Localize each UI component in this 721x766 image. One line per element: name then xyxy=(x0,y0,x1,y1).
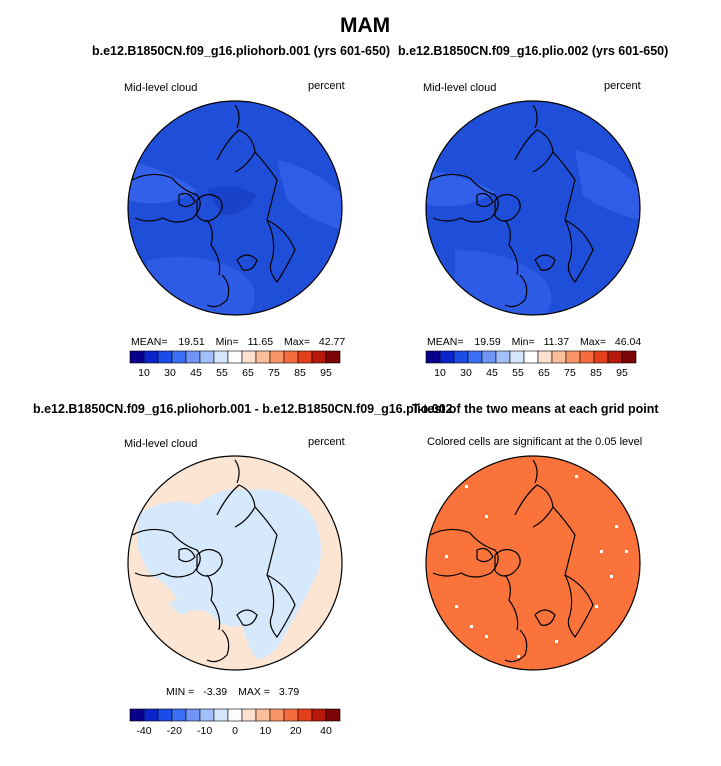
colorbar-swatch xyxy=(186,709,200,721)
colorbar-tick-label: 95 xyxy=(320,367,332,379)
colorbar-3 xyxy=(129,708,341,738)
colorbar-swatch xyxy=(228,709,242,721)
panel-1-max-label: Max= xyxy=(284,336,310,348)
colorbar-swatch xyxy=(580,351,594,363)
panel-1-title: b.e12.B1850CN.f09_g16.pliohorb.001 (yrs 601-650) xyxy=(92,44,391,58)
colorbar-swatch xyxy=(510,351,524,363)
panel-2-stats xyxy=(427,336,641,348)
colorbar-swatch xyxy=(256,709,270,721)
colorbar-tick-label: 45 xyxy=(486,367,498,379)
colorbar-swatch xyxy=(524,351,538,363)
panel-4-subtitle: Colored cells are significant at the 0.05 level xyxy=(427,436,643,448)
panel-2-variable-label: Mid-level cloud xyxy=(423,82,497,94)
colorbar-tick-label: 55 xyxy=(512,367,524,379)
colorbar-swatch xyxy=(326,709,340,721)
colorbar-tick-label: -20 xyxy=(166,725,182,737)
panel-1-min-value: 11.65 xyxy=(247,336,274,348)
panel-1-polar-map xyxy=(127,100,343,316)
colorbar-tick-label: -10 xyxy=(197,725,213,737)
panel-2-max-value: 46.04 xyxy=(614,336,642,348)
panel-2-mean-value: 19.59 xyxy=(474,336,501,348)
panel-1-variable-label: Mid-level cloud xyxy=(124,82,198,94)
colorbar-swatch xyxy=(284,709,298,721)
colorbar-tick-label: 30 xyxy=(460,367,472,379)
panel-3-stats xyxy=(166,686,299,698)
colorbar-tick-label: 65 xyxy=(538,367,550,379)
colorbar-tick-label: 20 xyxy=(289,725,302,737)
panel-1-stats xyxy=(131,336,345,348)
colorbar-swatch xyxy=(270,351,284,363)
colorbar-swatch xyxy=(538,351,552,363)
colorbar-swatch xyxy=(256,351,270,363)
colorbar-swatch xyxy=(144,709,158,721)
colorbar-tick-label: 75 xyxy=(564,367,576,379)
panel-3-min-value: -3.39 xyxy=(203,686,228,698)
panel-2-units-label: percent xyxy=(604,80,641,92)
panel-3-polar-map xyxy=(127,455,343,671)
colorbar-swatch xyxy=(608,351,622,363)
colorbar-tick-label: 85 xyxy=(590,367,602,379)
colorbar-swatch xyxy=(130,709,144,721)
colorbar-swatch xyxy=(200,351,214,363)
colorbar-swatch xyxy=(298,709,312,721)
colorbar-1 xyxy=(129,350,341,380)
colorbar-swatch xyxy=(172,709,186,721)
panel-4-polar-map xyxy=(425,455,641,671)
panel-3-min-label: MIN = xyxy=(166,686,195,698)
colorbar-swatch xyxy=(214,351,228,363)
colorbar-tick-label: 30 xyxy=(164,367,176,379)
panel-3-units-label: percent xyxy=(308,436,345,448)
colorbar-tick-label: 40 xyxy=(320,725,332,737)
panel-2-mean-label: MEAN= xyxy=(427,336,464,348)
colorbar-swatch xyxy=(298,351,312,363)
colorbar-swatch xyxy=(214,709,228,721)
colorbar-swatch xyxy=(496,351,510,363)
colorbar-swatch xyxy=(130,351,144,363)
panel-2-polar-map xyxy=(425,100,641,316)
colorbar-2 xyxy=(425,350,637,380)
colorbar-tick-label: 45 xyxy=(190,367,202,379)
colorbar-tick-label: 95 xyxy=(616,367,628,379)
colorbar-swatch xyxy=(242,351,256,363)
panel-1-mean-label: MEAN= xyxy=(131,336,168,348)
colorbar-tick-label: 0 xyxy=(232,725,238,737)
colorbar-tick-label: -40 xyxy=(136,725,152,737)
panel-3-max-value: 3.79 xyxy=(278,686,300,698)
colorbar-tick-label: 75 xyxy=(268,367,280,379)
panel-2-min-value: 11.37 xyxy=(543,336,570,348)
colorbar-swatch xyxy=(440,351,454,363)
colorbar-swatch xyxy=(158,351,172,363)
figure-title: MAM xyxy=(340,14,391,37)
colorbar-swatch xyxy=(172,351,186,363)
colorbar-swatch xyxy=(326,351,340,363)
colorbar-swatch xyxy=(270,709,284,721)
panel-3-variable-label: Mid-level cloud xyxy=(124,438,198,450)
colorbar-swatch xyxy=(594,351,608,363)
panel-1-mean-value: 19.51 xyxy=(178,336,205,348)
colorbar-swatch xyxy=(312,351,326,363)
panel-4-title: T-test of the two means at each grid point xyxy=(412,402,659,416)
panel-1-units-label: percent xyxy=(308,80,345,92)
colorbar-tick-label: 10 xyxy=(434,367,446,379)
colorbar-tick-label: 65 xyxy=(242,367,254,379)
colorbar-swatch xyxy=(158,709,172,721)
colorbar-swatch xyxy=(144,351,158,363)
colorbar-swatch xyxy=(200,709,214,721)
panel-1-max-value: 42.77 xyxy=(318,336,346,348)
panel-2-max-label: Max= xyxy=(580,336,606,348)
panel-3-max-label: MAX = xyxy=(238,686,270,698)
colorbar-tick-label: 10 xyxy=(138,367,150,379)
colorbar-swatch xyxy=(566,351,580,363)
colorbar-swatch xyxy=(552,351,566,363)
panel-1-min-label: Min= xyxy=(215,336,239,348)
panel-2-min-label: Min= xyxy=(511,336,535,348)
colorbar-swatch xyxy=(622,351,636,363)
colorbar-swatch xyxy=(284,351,298,363)
colorbar-swatch xyxy=(426,351,440,363)
panel-3-title: b.e12.B1850CN.f09_g16.pliohorb.001 - b.e12.B1850CN.f09_g16.plio.002 xyxy=(33,402,453,416)
colorbar-tick-label: 10 xyxy=(259,725,272,737)
panel-2-title: b.e12.B1850CN.f09_g16.plio.002 (yrs 601-650) xyxy=(398,44,669,58)
colorbar-swatch xyxy=(312,709,326,721)
colorbar-swatch xyxy=(228,351,242,363)
colorbar-swatch xyxy=(454,351,468,363)
colorbar-swatch xyxy=(186,351,200,363)
colorbar-swatch xyxy=(242,709,256,721)
colorbar-swatch xyxy=(468,351,482,363)
colorbar-tick-label: 55 xyxy=(216,367,228,379)
colorbar-tick-label: 85 xyxy=(294,367,306,379)
colorbar-swatch xyxy=(482,351,496,363)
